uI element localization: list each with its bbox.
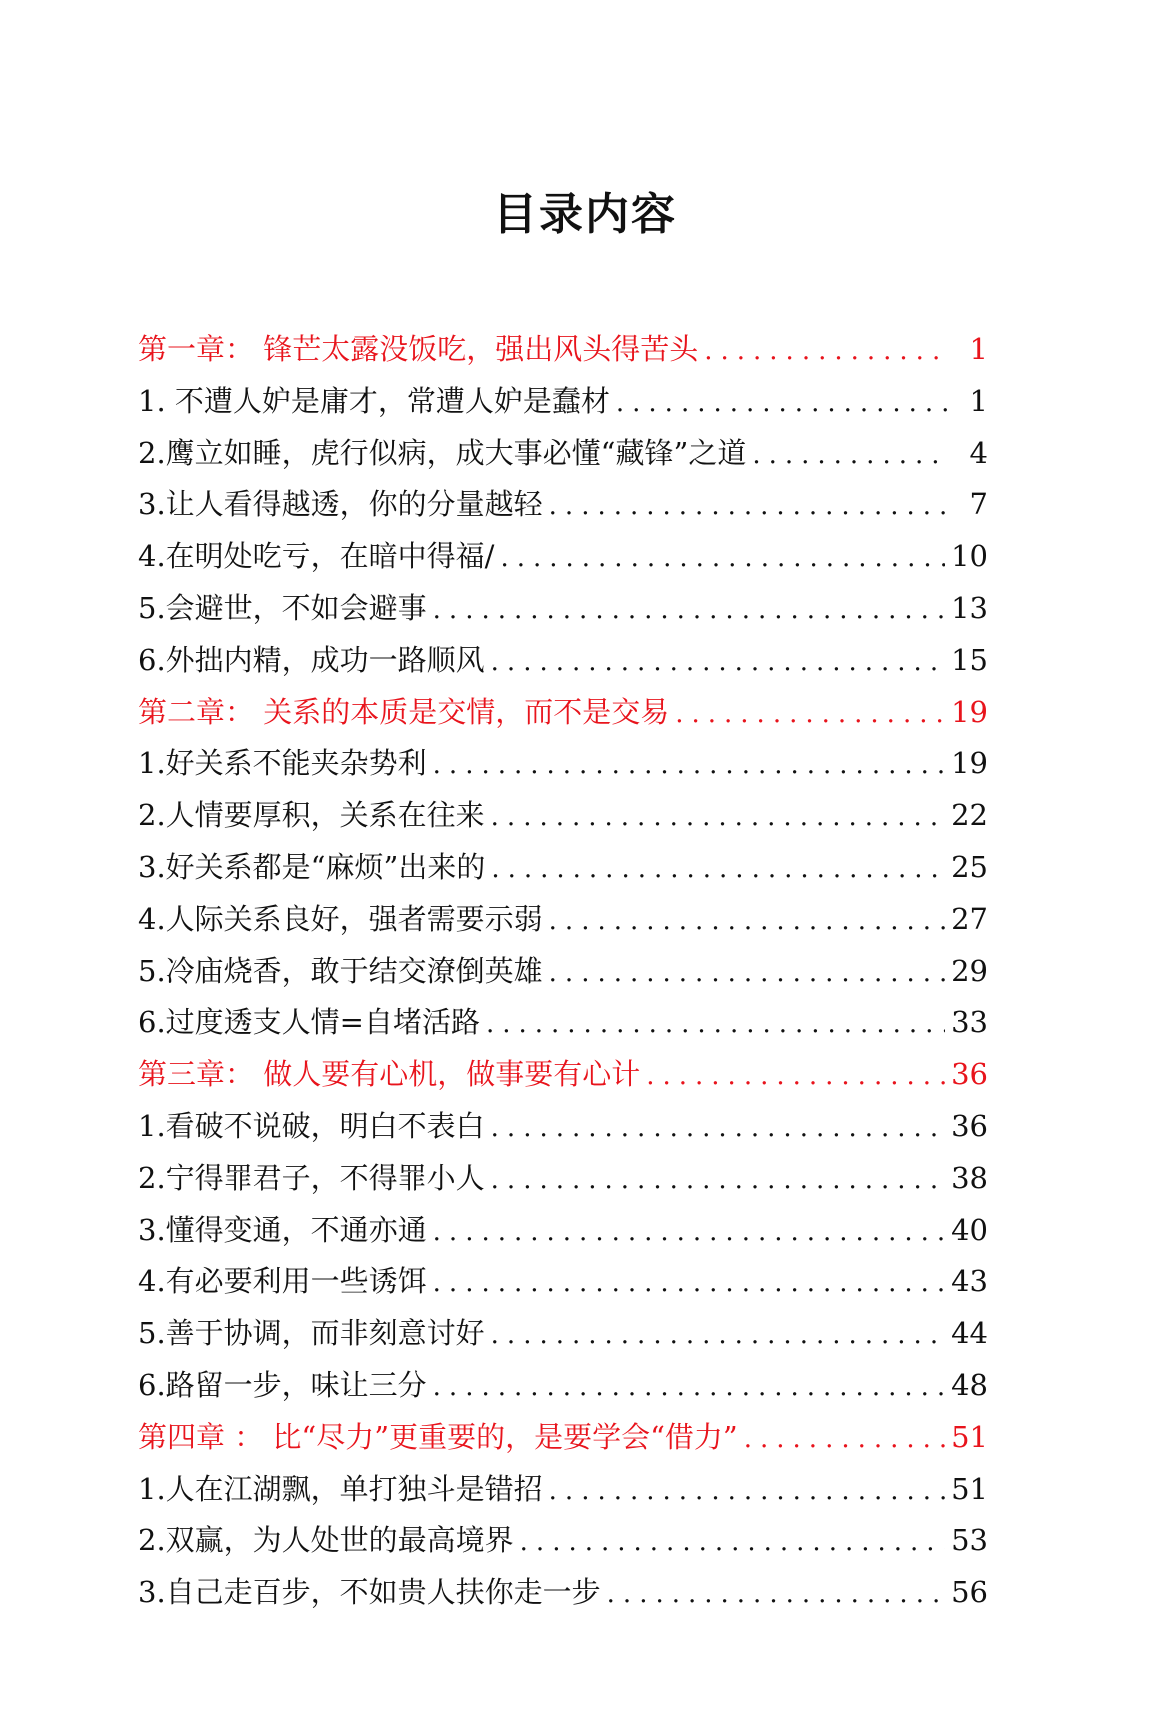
toc-entry-title: 第四章 ： 比“尽力”更重要的，是要学会“借力” [138,1419,738,1454]
toc-dot-leader [549,948,945,1000]
toc-section-entry[interactable] [138,1205,988,1257]
toc-page-number: 7 [969,487,988,522]
toc-dot-leader [433,740,945,792]
toc-page-number: 36 [951,1108,988,1143]
toc-section-entry[interactable] [138,583,988,635]
toc-chapter-entry[interactable] [138,687,988,739]
toc-entry-title: 6.外拙内精，成功一路顺风 [138,642,485,677]
toc-page-number: 4 [969,435,988,470]
toc-dot-leader [520,1517,945,1569]
toc-page-number: 38 [951,1160,988,1195]
toc-section-entry[interactable] [138,1256,988,1308]
toc-dot-leader [491,1103,945,1155]
toc-entry-title: 3.自己走百步，不如贵人扶你走一步 [138,1575,601,1610]
toc-entry-title: 2.双赢，为人处世的最高境界 [138,1523,514,1558]
toc-dot-leader [704,326,948,378]
toc-page-number: 40 [951,1212,988,1247]
toc-entry-title: 5.会避世，不如会避事 [138,590,427,625]
toc-entry-title: 1.人在江湖飘，单打独斗是错招 [138,1471,543,1506]
toc-page-number: 51 [951,1471,988,1506]
page-title: 目录内容 [493,189,677,240]
toc-entry-title: 1. 不遭人妒是庸才，常遭人妒是蠢材 [138,383,610,418]
toc-section-entry[interactable] [138,1360,988,1412]
toc-section-entry[interactable] [138,894,988,946]
toc-entry-title: 2.人情要厚积，关系在往来 [138,798,485,833]
toc-dot-leader [500,533,945,585]
toc-page-number: 27 [951,901,988,936]
toc-page-number: 1 [969,383,988,418]
toc-section-entry[interactable] [138,997,988,1049]
toc-page-number: 22 [951,798,988,833]
toc-dot-leader [491,1310,945,1362]
toc-page-number: 48 [951,1367,988,1402]
toc-dot-leader [549,481,948,533]
toc-dot-leader [433,585,945,637]
table-of-contents [138,324,988,1619]
toc-entry-title: 2.宁得罪君子，不得罪小人 [138,1160,485,1195]
toc-dot-leader [491,1155,945,1207]
toc-section-entry[interactable] [138,1153,988,1205]
toc-entry-title: 第一章： 锋芒太露没饭吃，强出风头得苦头 [138,332,699,366]
toc-section-entry[interactable] [138,1567,988,1619]
toc-dot-leader [549,1466,945,1518]
toc-page-number: 51 [951,1419,988,1454]
toc-dot-leader [744,1414,945,1466]
toc-dot-leader [433,1258,945,1310]
toc-page-number: 56 [951,1575,988,1610]
toc-page-number: 15 [951,642,988,677]
toc-entry-title: 第三章： 做人要有心机，做事要有心计 [138,1057,641,1092]
toc-dot-leader [491,792,945,844]
toc-dot-leader [752,430,948,482]
toc-chapter-entry[interactable] [138,324,988,376]
toc-dot-leader [607,1569,945,1621]
toc-chapter-entry[interactable] [138,1049,988,1101]
toc-entry-title: 2.鹰立如睡，虎行似病，成大事必懂“藏锋”之道 [138,435,747,470]
toc-section-entry[interactable] [138,1515,988,1567]
toc-entry-title: 6.路留一步，味让三分 [138,1367,427,1402]
toc-page-number: 25 [951,849,988,884]
toc-page-number: 43 [951,1264,988,1299]
toc-dot-leader [433,1362,945,1414]
toc-entry-title: 3.好关系都是“麻烦”出来的 [138,849,486,884]
toc-entry-title: 4.有必要利用一些诱饵 [138,1264,427,1299]
toc-page-number: 29 [951,953,988,988]
toc-dot-leader [491,637,945,689]
toc-entry-title: 5.善于协调，而非刻意讨好 [138,1316,485,1351]
toc-dot-leader [491,844,945,896]
toc-entry-title: 6.过度透支人情=自堵活路 [138,1005,480,1040]
toc-dot-leader [486,999,945,1051]
toc-section-entry[interactable] [138,635,988,687]
toc-section-entry[interactable] [138,376,988,428]
toc-page-number: 53 [951,1523,988,1558]
toc-page-number: 44 [951,1316,988,1351]
toc-page-number: 10 [951,539,988,574]
toc-section-entry[interactable] [138,842,988,894]
toc-page-number: 13 [951,590,988,625]
toc-dot-leader [616,378,948,430]
toc-entry-title: 1.看破不说破，明白不表白 [138,1108,485,1143]
toc-entry-title: 4.在明处吃亏，在暗中得福/ [138,539,495,574]
toc-dot-leader [549,896,945,948]
toc-section-entry[interactable] [138,1464,988,1516]
toc-page-number: 1 [969,332,988,366]
toc-entry-title: 第二章： 关系的本质是交情，而不是交易 [138,694,670,729]
toc-section-entry[interactable] [138,1101,988,1153]
toc-entry-title: 3.懂得变通，不通亦通 [138,1212,427,1247]
toc-dot-leader [433,1207,945,1259]
toc-section-entry[interactable] [138,428,988,480]
toc-page-number: 33 [951,1005,988,1040]
toc-entry-title: 1.好关系不能夹杂势利 [138,746,427,781]
toc-entry-title: 5.冷庙烧香，敢于结交潦倒英雄 [138,953,543,988]
toc-entry-title: 4.人际关系良好，强者需要示弱 [138,901,543,936]
toc-page-number: 19 [951,694,988,729]
toc-section-entry[interactable] [138,479,988,531]
toc-section-entry[interactable] [138,946,988,998]
toc-section-entry[interactable] [138,738,988,790]
toc-section-entry[interactable] [138,790,988,842]
toc-dot-leader [675,689,945,741]
toc-page-number: 19 [951,746,988,781]
toc-entry-title: 3.让人看得越透，你的分量越轻 [138,487,543,522]
toc-chapter-entry[interactable] [138,1412,988,1464]
toc-dot-leader [646,1051,945,1103]
toc-section-entry[interactable] [138,1308,988,1360]
toc-page-number: 36 [951,1057,988,1092]
toc-section-entry[interactable] [138,531,988,583]
